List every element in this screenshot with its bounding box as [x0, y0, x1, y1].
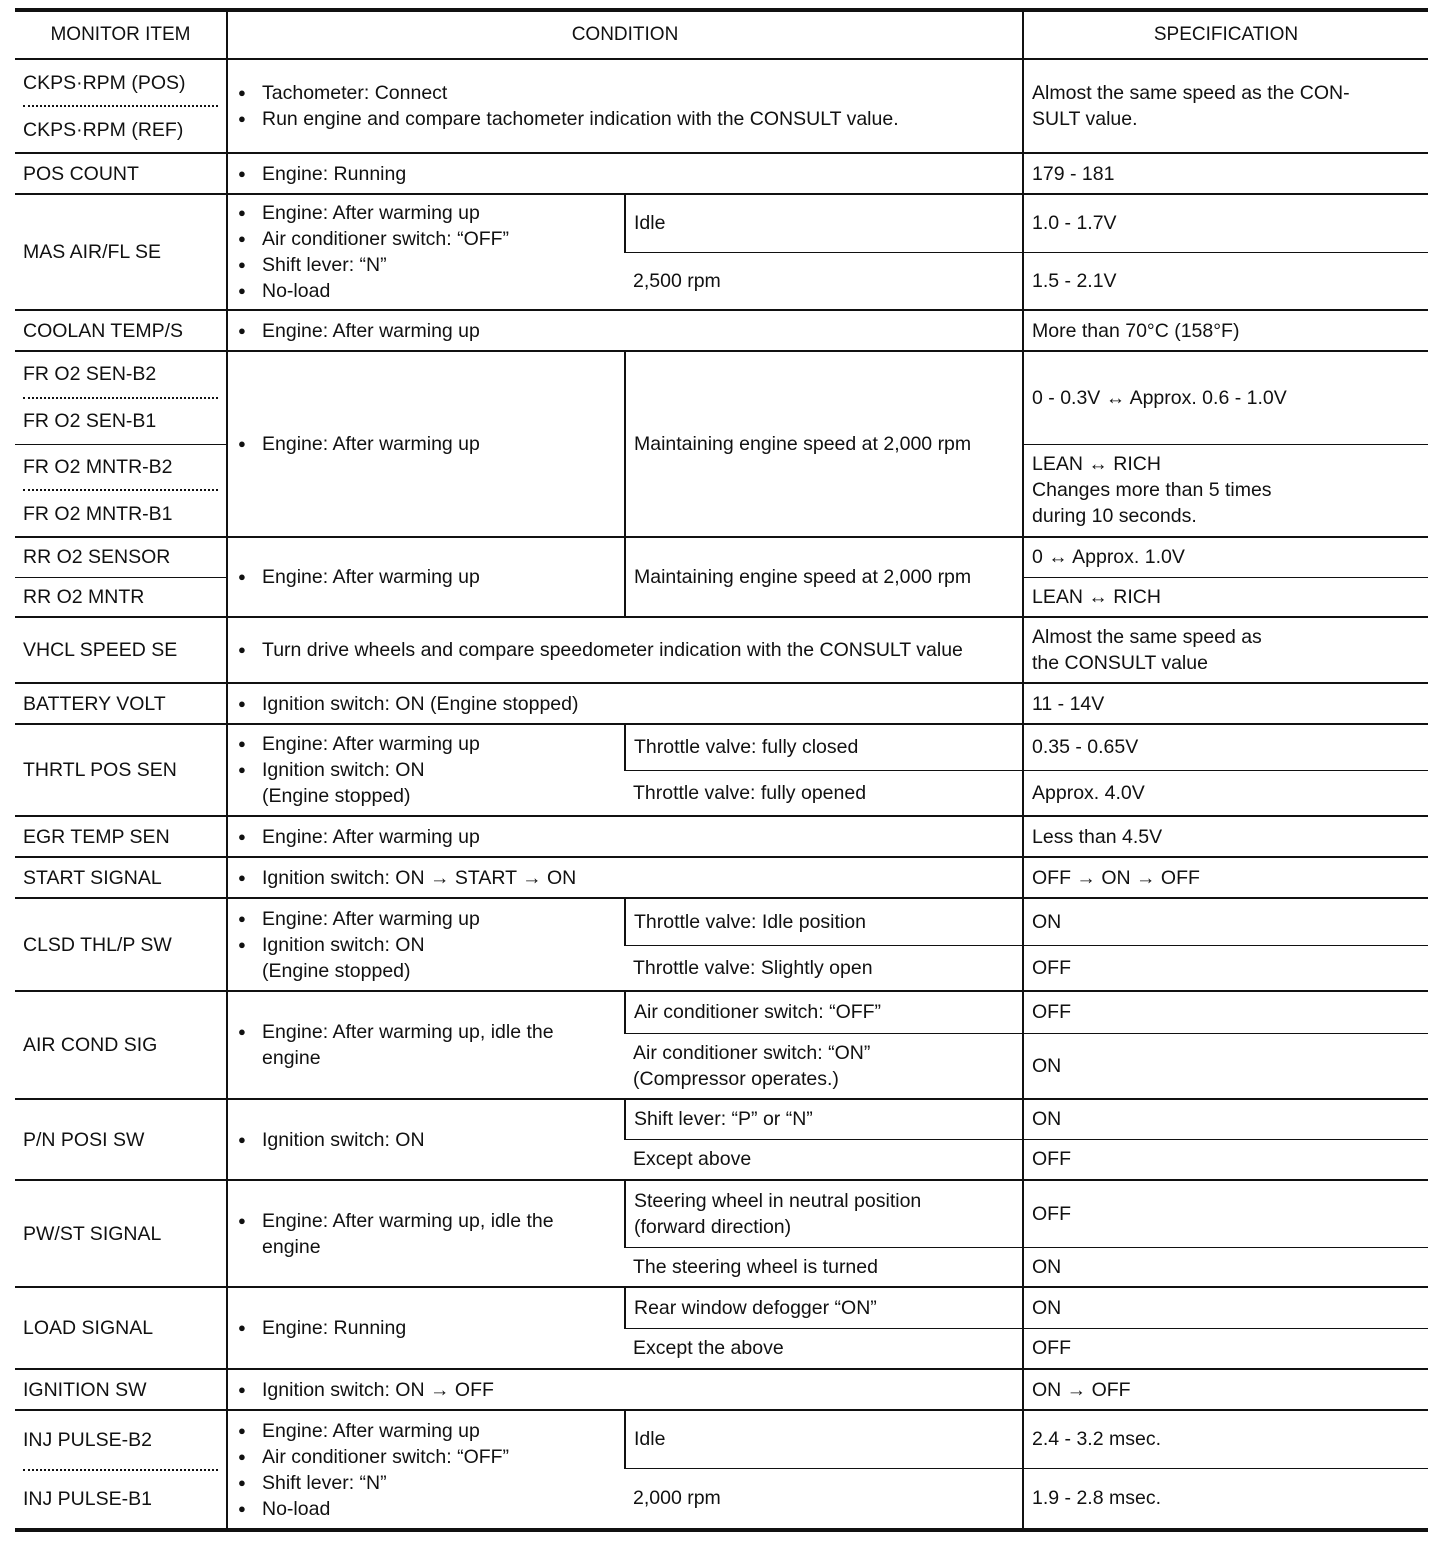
condition-bullet: ● Ignition switch: ON → OFF	[236, 1377, 1014, 1403]
monitor-item: RR O2 SENSOR	[15, 537, 227, 577]
condition-bullet: ● Ignition switch: ON → START → ON	[236, 865, 1014, 891]
sub-condition: Rear window defogger “ON”	[625, 1287, 1023, 1328]
condition-bullet: ● Engine: After warming up	[236, 906, 616, 932]
condition-bullet: ● Engine: After warming up	[236, 731, 616, 757]
condition-bullet: ● Engine: After warming up, idle the engine	[236, 1019, 616, 1071]
table-row	[15, 1180, 1428, 1247]
table-row	[15, 1369, 1428, 1410]
spec-cell: OFF	[1023, 1328, 1428, 1369]
header-row	[15, 10, 1428, 59]
condition-bullet: ● Shift lever: “N”	[236, 1470, 616, 1496]
item-cell	[15, 444, 227, 537]
table-row	[15, 991, 1428, 1033]
spec-cell: ON → OFF	[1023, 1369, 1428, 1410]
sub-condition: Idle	[625, 194, 1023, 252]
condition-cell	[227, 857, 1023, 898]
spec-cell: OFF	[1023, 1139, 1428, 1180]
spec-cell: Less than 4.5V	[1023, 816, 1428, 857]
monitor-item: FR O2 MNTR-B2	[23, 455, 173, 478]
spec-cell: OFF → ON → OFF	[1023, 857, 1428, 898]
spec-cell: ON	[1023, 1099, 1428, 1139]
condition-cell	[227, 683, 1023, 724]
condition-cell	[227, 1369, 1023, 1410]
spec-cell: 0 - 0.3V ↔ Approx. 0.6 - 1.0V	[1023, 351, 1428, 444]
spec-cell: 11 - 14V	[1023, 683, 1428, 724]
monitor-item: FR O2 SEN-B1	[23, 397, 218, 444]
monitor-spec-table	[15, 8, 1428, 1532]
sub-condition: Except above	[625, 1139, 1023, 1180]
spec-cell: 2.4 - 3.2 msec.	[1023, 1410, 1428, 1468]
condition-cell	[227, 1410, 625, 1530]
spec-cell: 1.5 - 2.1V	[1023, 252, 1428, 310]
sub-condition: Throttle valve: Slightly open	[625, 945, 1023, 991]
sub-condition: Shift lever: “P” or “N”	[625, 1099, 1023, 1139]
monitor-item: BATTERY VOLT	[15, 683, 227, 724]
sub-condition: Air conditioner switch: “ON” (Compressor operates.)	[625, 1033, 1023, 1099]
sub-condition: Except the above	[625, 1328, 1023, 1369]
table-row	[15, 857, 1428, 898]
monitor-item: MAS AIR/FL SE	[15, 194, 227, 310]
condition-bullet: ● Ignition switch: ON (Engine stopped)	[236, 757, 616, 809]
sub-condition: Air conditioner switch: “OFF”	[625, 991, 1023, 1033]
monitor-item: PW/ST SIGNAL	[15, 1180, 227, 1287]
sub-condition: Maintaining engine speed at 2,000 rpm	[625, 351, 1023, 537]
item-cell	[15, 351, 227, 444]
spec-cell: 1.9 - 2.8 msec.	[1023, 1468, 1428, 1530]
sub-condition: 2,500 rpm	[625, 252, 1023, 310]
spec-cell: LEAN ↔ RICH	[1023, 577, 1428, 617]
condition-cell	[227, 724, 625, 816]
spec-cell: ON	[1023, 1033, 1428, 1099]
condition-bullet: ● Engine: After warming up	[236, 318, 1014, 344]
condition-bullet: ● Air conditioner switch: “OFF”	[236, 1444, 616, 1470]
condition-bullet: ● Ignition switch: ON (Engine stopped)	[236, 691, 1014, 717]
condition-bullet: ● Tachometer: Connect	[236, 80, 1014, 106]
spec-cell: Almost the same speed as the CON- SULT value.	[1023, 59, 1428, 153]
monitor-item: CKPS·RPM (REF)	[23, 105, 218, 152]
monitor-item: THRTL POS SEN	[15, 724, 227, 816]
condition-cell	[227, 816, 1023, 857]
monitor-item: CKPS·RPM (POS)	[23, 71, 186, 94]
table-row	[15, 724, 1428, 770]
monitor-item: START SIGNAL	[15, 857, 227, 898]
condition-cell	[227, 537, 625, 617]
spec-cell: Almost the same speed as the CONSULT value	[1023, 617, 1428, 683]
condition-bullet: ● Engine: After warming up	[236, 824, 1014, 850]
condition-cell	[227, 617, 1023, 683]
condition-bullet: ● Engine: After warming up, idle the engine	[236, 1208, 616, 1260]
spec-cell: LEAN ↔ RICH Changes more than 5 times during 10 seconds.	[1023, 444, 1428, 537]
condition-cell	[227, 59, 1023, 153]
spec-cell: 0 ↔ Approx. 1.0V	[1023, 537, 1428, 577]
spec-cell: ON	[1023, 1247, 1428, 1287]
table-row	[15, 816, 1428, 857]
condition-cell	[227, 310, 1023, 351]
condition-bullet: ● Engine: After warming up	[236, 431, 616, 457]
condition-bullet: ● Turn drive wheels and compare speedometer indication with the CONSULT value	[236, 637, 1014, 663]
condition-bullet: ● Engine: After warming up	[236, 1418, 616, 1444]
monitor-item: INJ PULSE-B1	[23, 1469, 218, 1529]
sub-condition: 2,000 rpm	[625, 1468, 1023, 1530]
monitor-item: VHCL SPEED SE	[15, 617, 227, 683]
condition-bullet: ● Engine: After warming up	[236, 200, 616, 226]
table-row	[15, 617, 1428, 683]
spec-cell: OFF	[1023, 991, 1428, 1033]
condition-cell	[227, 898, 625, 991]
condition-bullet: ● Run engine and compare tachometer indication with the CONSULT value.	[236, 106, 1014, 132]
monitor-item: POS COUNT	[15, 153, 227, 194]
spec-cell: 0.35 - 0.65V	[1023, 724, 1428, 770]
monitor-item: AIR COND SIG	[15, 991, 227, 1099]
spec-cell: 1.0 - 1.7V	[1023, 194, 1428, 252]
item-cell	[15, 1410, 227, 1530]
item-cell	[15, 59, 227, 153]
condition-cell	[227, 351, 625, 537]
header-specification: SPECIFICATION	[1023, 10, 1428, 59]
table-row	[15, 1099, 1428, 1139]
sub-condition: The steering wheel is turned	[625, 1247, 1023, 1287]
monitor-item: IGNITION SW	[15, 1369, 227, 1410]
condition-bullet: ● No-load	[236, 1496, 616, 1522]
table-row	[15, 59, 1428, 153]
table-row	[15, 1287, 1428, 1328]
spec-cell: OFF	[1023, 1180, 1428, 1247]
table-row	[15, 683, 1428, 724]
monitor-item: COOLAN TEMP/S	[15, 310, 227, 351]
condition-cell	[227, 1099, 625, 1180]
monitor-item: FR O2 SEN-B2	[23, 363, 157, 386]
monitor-item: RR O2 MNTR	[15, 577, 227, 617]
table-row	[15, 194, 1428, 252]
condition-bullet: ● Shift lever: “N”	[236, 252, 616, 278]
table-row	[15, 153, 1428, 194]
table-row	[15, 1410, 1428, 1468]
table-row	[15, 537, 1428, 577]
header-condition: CONDITION	[227, 10, 1023, 59]
spec-cell: Approx. 4.0V	[1023, 770, 1428, 816]
monitor-item: EGR TEMP SEN	[15, 816, 227, 857]
spec-cell: More than 70°C (158°F)	[1023, 310, 1428, 351]
header-monitor-item: MONITOR ITEM	[15, 10, 227, 59]
condition-bullet: ● Engine: After warming up	[236, 564, 616, 590]
sub-condition: Steering wheel in neutral position (forward direction)	[625, 1180, 1023, 1247]
monitor-item: CLSD THL/P SW	[15, 898, 227, 991]
condition-bullet: ● No-load	[236, 278, 616, 304]
spec-cell: ON	[1023, 898, 1428, 945]
monitor-item: P/N POSI SW	[15, 1099, 227, 1180]
spec-cell: 179 - 181	[1023, 153, 1428, 194]
spec-cell: OFF	[1023, 945, 1428, 991]
condition-cell	[227, 153, 1023, 194]
sub-condition: Maintaining engine speed at 2,000 rpm	[625, 537, 1023, 617]
spec-cell: ON	[1023, 1287, 1428, 1328]
condition-cell	[227, 991, 625, 1099]
condition-bullet: ● Ignition switch: ON	[236, 1127, 616, 1153]
table-row	[15, 310, 1428, 351]
monitor-item: INJ PULSE-B2	[23, 1428, 152, 1451]
table-row	[15, 898, 1428, 945]
condition-bullet: ● Ignition switch: ON (Engine stopped)	[236, 932, 616, 984]
sub-condition: Throttle valve: fully closed	[625, 724, 1023, 770]
condition-bullet: ● Engine: Running	[236, 161, 1014, 187]
sub-condition: Throttle valve: fully opened	[625, 770, 1023, 816]
condition-cell	[227, 194, 625, 310]
sub-condition: Idle	[625, 1410, 1023, 1468]
monitor-item: LOAD SIGNAL	[15, 1287, 227, 1369]
sub-condition: Throttle valve: Idle position	[625, 898, 1023, 945]
monitor-item: FR O2 MNTR-B1	[23, 489, 218, 536]
table-row	[15, 351, 1428, 444]
condition-cell	[227, 1180, 625, 1287]
condition-bullet: ● Air conditioner switch: “OFF”	[236, 226, 616, 252]
condition-cell	[227, 1287, 625, 1369]
condition-bullet: ● Engine: Running	[236, 1315, 616, 1341]
